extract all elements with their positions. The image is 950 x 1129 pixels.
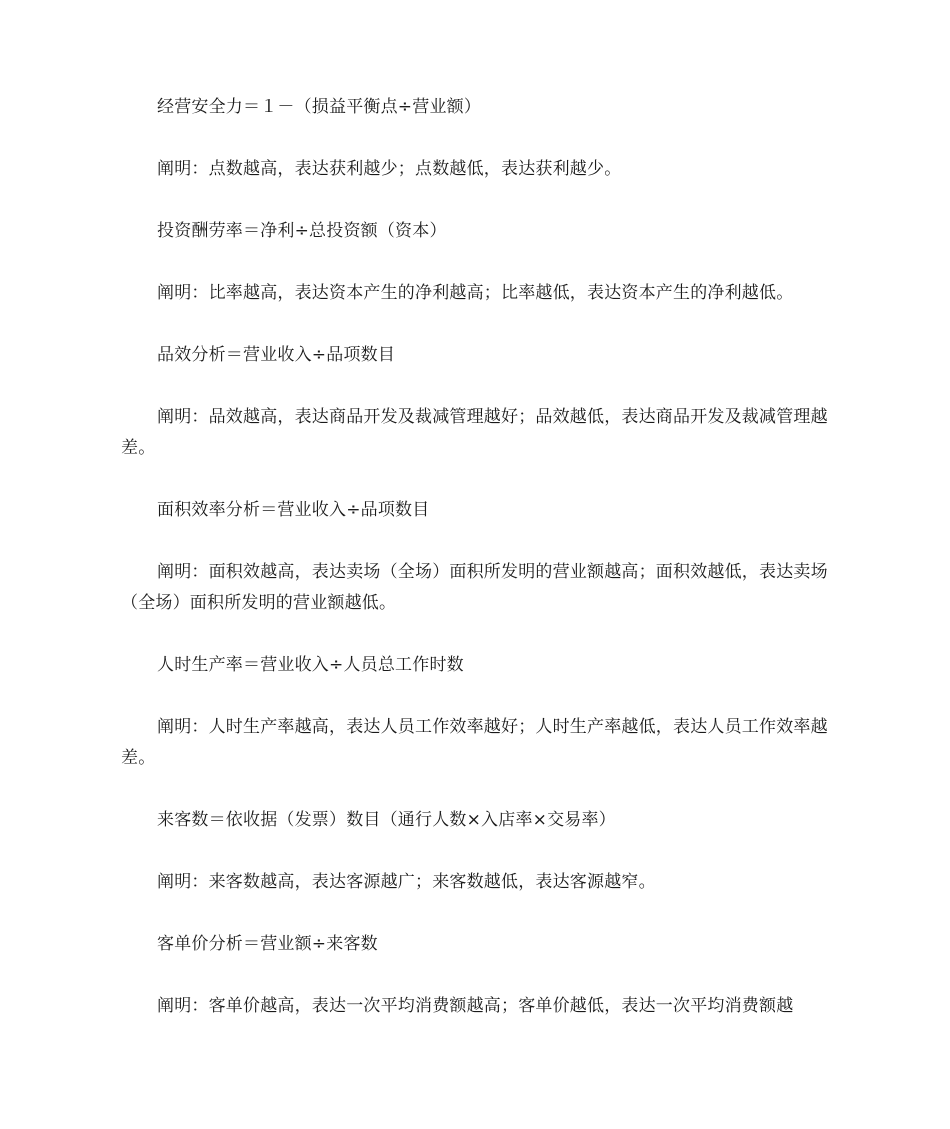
formula-average-ticket: 客单价分析＝营业额÷来客数 — [157, 934, 378, 954]
document-page — [121, 92, 831, 1053]
explanation-return-on-investment: 阐明：比率越高，表达资本产生的净利越高；比率越低，表达资本产生的净利越低。 — [157, 283, 794, 303]
formula-item-efficiency: 品效分析＝营业收入÷品项数目 — [157, 345, 396, 365]
explanation-average-ticket: 阐明：客单价越高，表达一次平均消费额越高；客单价越低，表达一次平均消费额越 — [157, 996, 794, 1016]
formula-return-on-investment: 投资酬劳率＝净利÷总投资额（资本） — [157, 221, 447, 241]
explanation-customer-count: 阐明：来客数越高，表达客源越广；来客数越低，表达客源越窄。 — [157, 872, 656, 892]
formula-operating-safety: 经营安全力＝１－（损益平衡点÷营业额） — [157, 97, 482, 117]
explanation-man-hour-productivity: 阐明：人时生产率越高，表达人员工作效率越好；人时生产率越低，表达人员工作效率越差。 — [121, 717, 828, 768]
formula-area-efficiency: 面积效率分析＝营业收入÷品项数目 — [157, 500, 430, 520]
explanation-operating-safety: 阐明：点数越高，表达获利越少；点数越低，表达获利越少。 — [157, 159, 622, 179]
explanation-area-efficiency: 阐明：面积效越高，表达卖场（全场）面积所发明的营业额越高；面积效越低，表达卖场（全场）面积所发明的营业额越低。 — [121, 562, 828, 613]
explanation-item-efficiency: 阐明：品效越高，表达商品开发及裁减管理越好；品效越低，表达商品开发及裁减管理越差。 — [121, 407, 828, 458]
formula-customer-count: 来客数＝依收据（发票）数目（通行人数×入店率×交易率） — [157, 810, 616, 830]
formula-man-hour-productivity: 人时生产率＝营业收入÷人员总工作时数 — [157, 655, 464, 675]
